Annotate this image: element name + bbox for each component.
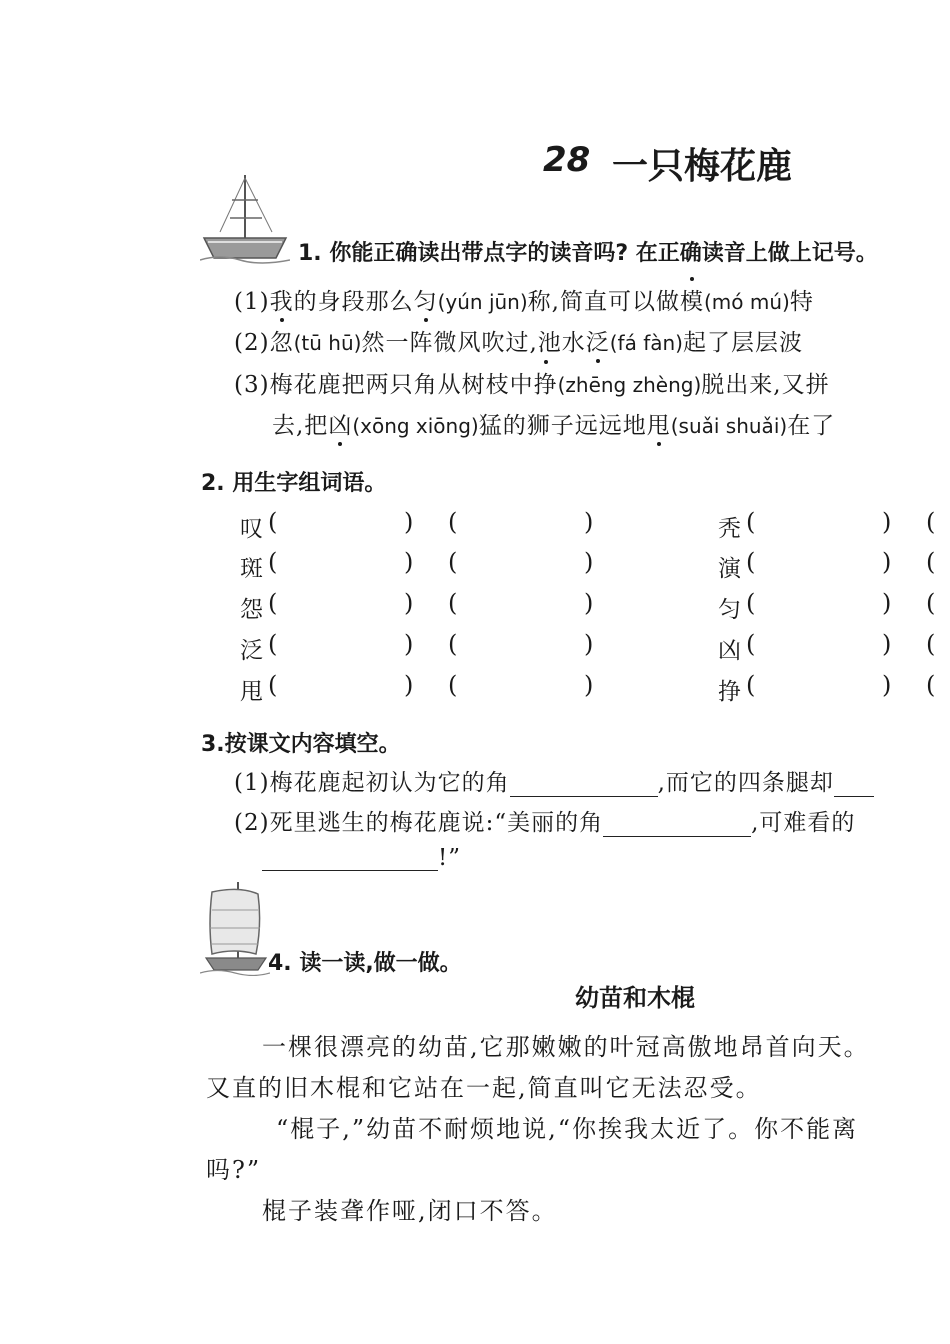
word-char-left-1: 叹 — [240, 516, 263, 542]
word-char-left-5: 甩 — [240, 679, 263, 705]
paren-close: ) — [882, 671, 892, 699]
question-1-heading: 1. 你能正确读出带点字的读音吗? 在正确读音上做上记号。 — [298, 241, 878, 266]
word-char-right-5: 挣 — [718, 679, 741, 705]
lesson-title: 一只梅花鹿 — [612, 146, 793, 187]
paren-close: ) — [882, 589, 892, 617]
story-paragraph-line: 棍子装聋作哑,闭口不答。 — [262, 1197, 558, 1225]
paren-open: ( — [926, 589, 936, 617]
q1-line-2-pinyin-2[interactable]: (fá fàn) — [609, 331, 683, 355]
fill-blank[interactable] — [603, 814, 751, 837]
paren-open: ( — [926, 671, 936, 699]
paren-open: ( — [448, 548, 458, 576]
paren-open: ( — [268, 630, 278, 658]
q3-line-1-text-b: ,而它的四条腿却 — [657, 770, 834, 796]
paren-open: ( — [926, 630, 936, 658]
paren-close: ) — [584, 589, 594, 617]
q3-line-1 — [234, 764, 874, 797]
q1-line-4-pinyin-2[interactable]: (suǎi shuǎi) — [670, 414, 788, 438]
q1-line-2-text-c: 起了层层波 — [682, 330, 803, 356]
word-char-right-2: 演 — [718, 556, 741, 582]
q1-line-2-pinyin-1[interactable]: (tū hū) — [293, 331, 362, 355]
paren-open: ( — [268, 508, 278, 536]
word-char-left-2: 斑 — [240, 556, 263, 582]
paren-open: ( — [746, 508, 756, 536]
paren-open: ( — [926, 548, 936, 576]
q1-line-2 — [234, 324, 803, 357]
fill-blank[interactable] — [834, 774, 874, 797]
q1-line-3 — [234, 366, 830, 399]
q1-line-4-dotted-char-1: 凶 — [328, 407, 352, 440]
q1-line-1-dotted-char-2: 模 — [680, 283, 704, 316]
paren-open: ( — [268, 548, 278, 576]
q1-line-4-text-a: 去,把 — [272, 413, 329, 439]
paren-open: ( — [268, 589, 278, 617]
q1-line-4-pinyin-1[interactable]: (xōng xiōng) — [352, 414, 479, 438]
sailboat-icon — [200, 876, 270, 976]
story-paragraph-line: 一棵很漂亮的幼苗,它那嫩嫩的叶冠高傲地昂首向天。 — [262, 1033, 870, 1061]
story-paragraph-line: 又直的旧木棍和它站在一起,简直叫它无法忍受。 — [206, 1074, 762, 1102]
story-paragraph-line: 吗?” — [206, 1156, 262, 1184]
paren-open: ( — [448, 671, 458, 699]
fill-blank[interactable] — [510, 774, 658, 797]
q1-line-4-dotted-char-2: 甩 — [647, 407, 671, 440]
q1-line-1-pinyin-1[interactable]: (yún jūn) — [437, 290, 528, 314]
q1-line-4-text-c: 在了 — [787, 413, 836, 439]
q1-line-2-dotted-char-2: 泛 — [586, 324, 610, 357]
paren-open: ( — [746, 671, 756, 699]
story-title: 幼苗和木棍 — [575, 984, 695, 1012]
q3-line-3-end: !” — [438, 845, 462, 871]
word-char-right-3: 匀 — [718, 597, 741, 623]
paren-close: ) — [404, 508, 414, 536]
word-char-left-3: 怨 — [240, 597, 263, 623]
paren-close: ) — [584, 630, 594, 658]
paren-close: ) — [404, 548, 414, 576]
paren-open: ( — [448, 589, 458, 617]
q1-line-3-pinyin-1[interactable]: (zhēng zhèng) — [557, 373, 702, 397]
paren-open: ( — [448, 630, 458, 658]
question-4-heading: 4. 读一读,做一做。 — [268, 951, 462, 976]
paren-close: ) — [584, 671, 594, 699]
story-paragraph-line: “棍子,”幼苗不耐烦地说,“你挨我太近了。你不能离 — [276, 1115, 859, 1143]
q1-line-1-text-b: 称,简直可以做 — [527, 289, 680, 315]
paren-close: ) — [404, 630, 414, 658]
question-3-heading: 3.按课文内容填空。 — [201, 732, 401, 757]
q1-line-2-dotted-char-1: 忽 — [270, 324, 294, 357]
word-char-right-1: 秃 — [718, 516, 741, 542]
lesson-number: 28 — [543, 140, 591, 180]
paren-close: ) — [404, 589, 414, 617]
q1-line-2-text-b: 然一阵微风吹过,池水 — [361, 330, 586, 356]
paren-close: ) — [404, 671, 414, 699]
paren-open: ( — [926, 508, 936, 536]
q1-line-2-text-a: (2) — [234, 330, 270, 356]
q1-line-1-pinyin-2[interactable]: (mó mú) — [703, 290, 790, 314]
paren-open: ( — [268, 671, 278, 699]
paren-open: ( — [746, 589, 756, 617]
q1-line-1 — [234, 283, 814, 316]
word-char-right-4: 凶 — [718, 638, 741, 664]
paren-open: ( — [448, 508, 458, 536]
q1-line-1-text-c: 特 — [789, 289, 814, 315]
word-char-left-4: 泛 — [240, 638, 263, 664]
fill-blank[interactable] — [262, 848, 438, 871]
paren-close: ) — [882, 508, 892, 536]
paren-open: ( — [746, 630, 756, 658]
q1-line-1-dotted-char-1: 匀 — [414, 283, 438, 316]
q3-line-2-text-b: ,可难看的 — [751, 810, 856, 836]
q3-line-2 — [234, 804, 855, 837]
q1-line-3-text-b: 脱出来,又拼 — [701, 372, 830, 398]
q3-line-1-text-a: (1)梅花鹿起初认为它的角 — [234, 770, 510, 796]
q1-line-3-text-a: (3)梅花鹿把两只角从树枝中 — [234, 372, 534, 398]
paren-open: ( — [746, 548, 756, 576]
sailing-ship-icon — [200, 170, 290, 265]
q1-line-3-dotted-char-1: 挣 — [534, 366, 558, 399]
q3-line-2-text-a: (2)死里逃生的梅花鹿说:“美丽的角 — [234, 810, 604, 836]
q1-line-4-text-b: 猛的狮子远远地 — [478, 413, 647, 439]
paren-close: ) — [584, 548, 594, 576]
q1-line-1-text-a: (1)我的身段那么 — [234, 289, 414, 315]
question-2-heading: 2. 用生字组词语。 — [201, 471, 387, 496]
paren-close: ) — [882, 548, 892, 576]
paren-close: ) — [882, 630, 892, 658]
q1-line-4 — [272, 407, 835, 440]
q3-line-3 — [262, 845, 461, 871]
paren-close: ) — [584, 508, 594, 536]
